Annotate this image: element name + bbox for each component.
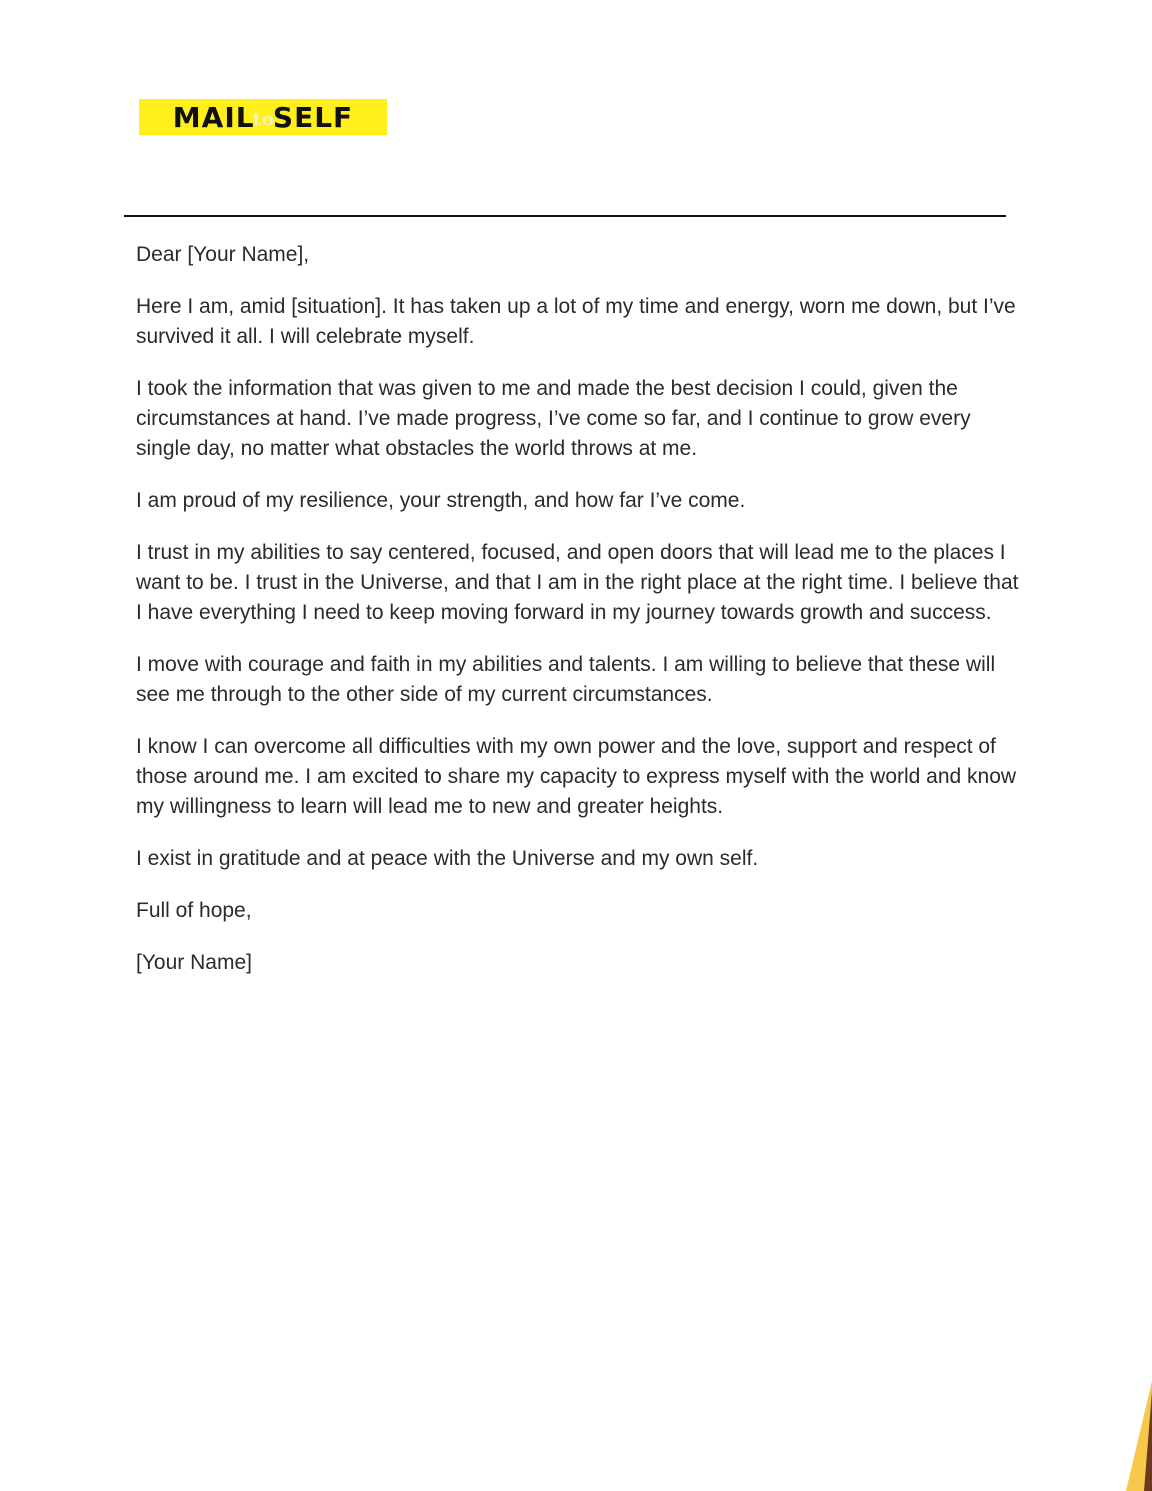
salutation: Dear [Your Name],: [136, 243, 310, 266]
paragraph-6: I know I can overcome all difficulties with my own power and the love, support and respect of those around me. I am excited to share my capacity to express myself with the world and know my willingness to learn will lead me to new and greater heights.: [136, 735, 1017, 818]
paragraph-1: Here I am, amid [situation]. It has taken up a lot of my time and energy, worn me down, but I’ve survived it all. I will celebrate myself.: [136, 295, 1016, 348]
logo-text-self: SELF: [272, 100, 354, 134]
letter-body: [136, 240, 1021, 1000]
logo-text-mail: MAIL: [172, 100, 255, 134]
logo-text-to: to: [252, 108, 275, 130]
paragraph-5: I move with courage and faith in my abilities and talents. I am willing to believe that these will see me through to the other side of my current circumstances.: [136, 653, 996, 706]
corner-decoration-icon: [1122, 1381, 1152, 1491]
closing: Full of hope,: [136, 899, 252, 922]
paragraph-3: I am proud of my resilience, your strength, and how far I’ve come.: [136, 489, 746, 512]
header-divider: [124, 215, 1006, 217]
mail-to-self-logo: [139, 99, 387, 135]
paragraph-2: I took the information that was given to me and made the best decision I could, given the circumstances at hand. I’ve made progress, I’ve come so far, and I continue to grow every single day, no matter what obstacles the world throws at me.: [136, 377, 971, 460]
signature: [Your Name]: [136, 951, 252, 974]
paragraph-4: I trust in my abilities to say centered, focused, and open doors that will lead me to the places I want to be. I trust in the Universe, and that I am in the right place at the right time. I believe that I have everything I need to keep moving forward in my journey towards growth and success.: [136, 541, 1019, 624]
paragraph-7: I exist in gratitude and at peace with the Universe and my own self.: [136, 847, 759, 870]
